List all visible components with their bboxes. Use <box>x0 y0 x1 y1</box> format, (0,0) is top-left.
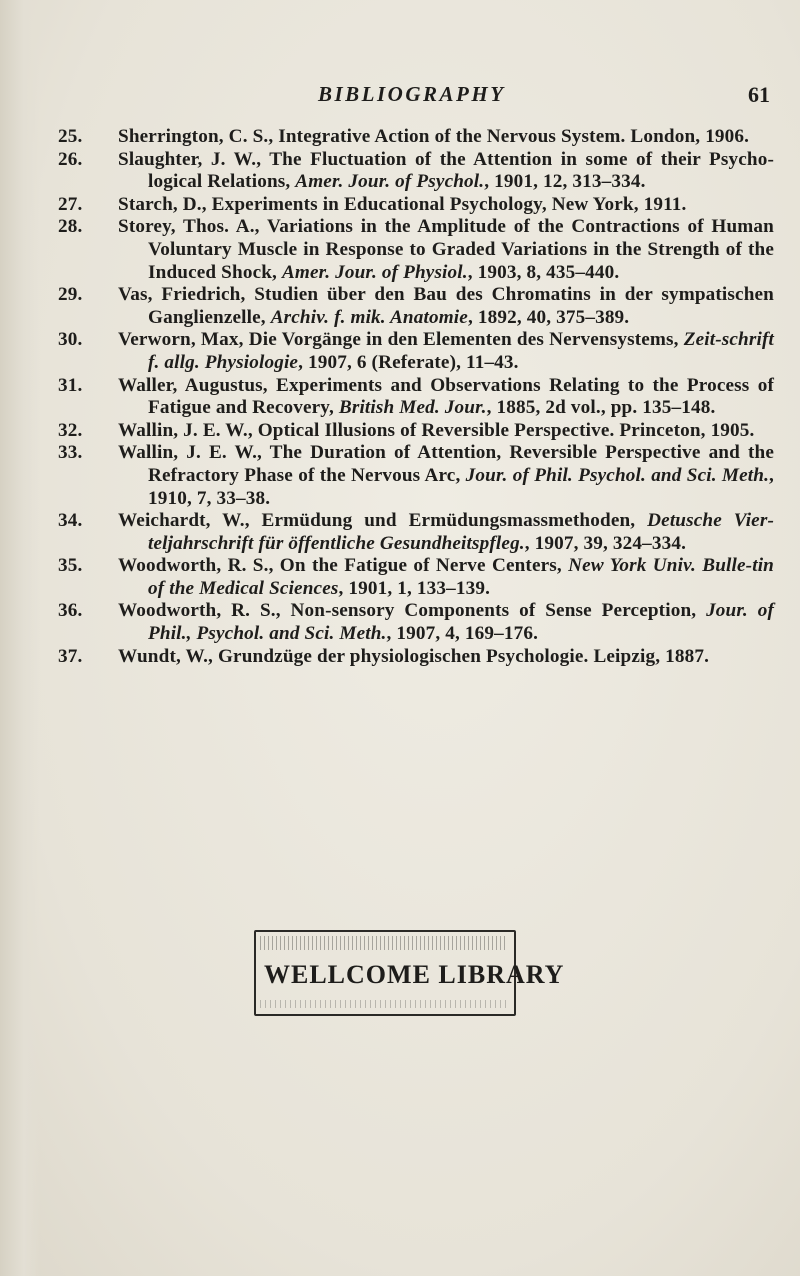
entry-number: 27. <box>58 193 83 215</box>
bibliography-entry <box>58 329 774 374</box>
entry-text: Sherrington, C. S., Integrative Action of the Nervous System. London, 1906. <box>118 126 750 147</box>
bibliography-entry <box>58 194 774 217</box>
entry-text: Wallin, J. E. W., Optical Illusions of Reversible Perspective. Princeton, 1905. <box>118 419 755 441</box>
entry-text: Starch, D., Experiments in Educational Psychology, New York, 1911. <box>118 193 687 215</box>
bibliography-entry <box>58 284 774 329</box>
bibliography-entry <box>58 600 774 645</box>
entry-text: Waller, Augustus, Experiments and Observations Relating to the Process of Fatigue and Recovery, British Med. Jour., 1885, 2d vol., pp. 135–148. <box>118 374 774 419</box>
entry-text: Storey, Thos. A., Variations in the Amplitude of the Contractions of Human Voluntary Muscle in Response to Graded Variations in the Strength of the Induced Shock, Amer. Jour. of Physiol., 1903, 8, 435–440. <box>118 216 774 283</box>
stamp-hatching <box>260 936 506 950</box>
stamp-text: WELLCOME LIBRARY <box>264 960 565 989</box>
entry-number: 28. <box>58 216 83 238</box>
entry-number: 36. <box>58 600 83 622</box>
bibliography-entry <box>58 216 774 284</box>
entry-text: Wallin, J. E. W., The Duration of Attention, Reversible Perspective and the Refractory Phase of the Nervous Arc, Jour. of Phil. Psychol. and Sci. Meth., 1910, 7, 33–38. <box>118 442 774 509</box>
entry-number: 34. <box>58 510 83 532</box>
library-stamp <box>254 930 565 1014</box>
entry-number: 32. <box>58 419 83 441</box>
entry-number: 37. <box>58 645 83 667</box>
page-number: 61 <box>748 82 770 107</box>
stamp-hatching-bottom <box>260 1000 506 1008</box>
bibliography-entry <box>58 375 774 420</box>
entry-text: Woodworth, R. S., On the Fatigue of Nerve Centers, New York Univ. Bulle-tin of the Medical Sciences, 1901, 1, 133–139. <box>118 555 774 599</box>
page-header <box>0 82 800 112</box>
entry-text: Wundt, W., Grundzüge der physiologischen Psychologie. Leipzig, 1887. <box>118 645 710 667</box>
entry-text: Verworn, Max, Die Vorgänge in den Elementen des Nervensystems, Zeit-schrift f. allg. Physiologie, 1907, 6 (Referate), 11–43. <box>118 329 774 373</box>
bibliography-entry <box>58 126 774 149</box>
entry-number: 30. <box>58 329 83 351</box>
running-title: BIBLIOGRAPHY <box>318 82 506 106</box>
bibliography-list <box>58 126 774 668</box>
bibliography-entry <box>58 442 774 510</box>
entry-number: 35. <box>58 555 83 577</box>
bibliography-entry <box>58 420 774 443</box>
entry-text: Woodworth, R. S., Non-sensory Components of Sense Perception, Jour. of Phil., Psychol. and Sci. Meth., 1907, 4, 169–176. <box>118 600 775 645</box>
bibliography-entry <box>58 646 774 669</box>
entry-number: 33. <box>58 442 83 464</box>
entry-text: Slaughter, J. W., The Fluctuation of the Attention in some of their Psycho-logical Relations, Amer. Jour. of Psychol., 1901, 12, 313–334. <box>118 148 774 193</box>
page-gutter-shadow <box>0 0 40 1276</box>
entry-text: Vas, Friedrich, Studien über den Bau des Chromatins in der sympatischen Ganglienzelle, Archiv. f. mik. Anatomie, 1892, 40, 375–389. <box>118 284 774 328</box>
entry-number: 29. <box>58 284 83 306</box>
entry-text: Weichardt, W., Ermüdung und Ermüdungsmassmethoden, Detusche Vier-teljahrschrift für öffentliche Gesundheitspfleg., 1907, 39, 324–334. <box>118 510 774 554</box>
bibliography-entry <box>58 510 774 555</box>
bibliography-entry <box>58 149 774 194</box>
entry-number: 31. <box>58 374 83 396</box>
bibliography-entry <box>58 555 774 600</box>
entry-number: 25. <box>58 126 83 147</box>
entry-number: 26. <box>58 148 83 170</box>
